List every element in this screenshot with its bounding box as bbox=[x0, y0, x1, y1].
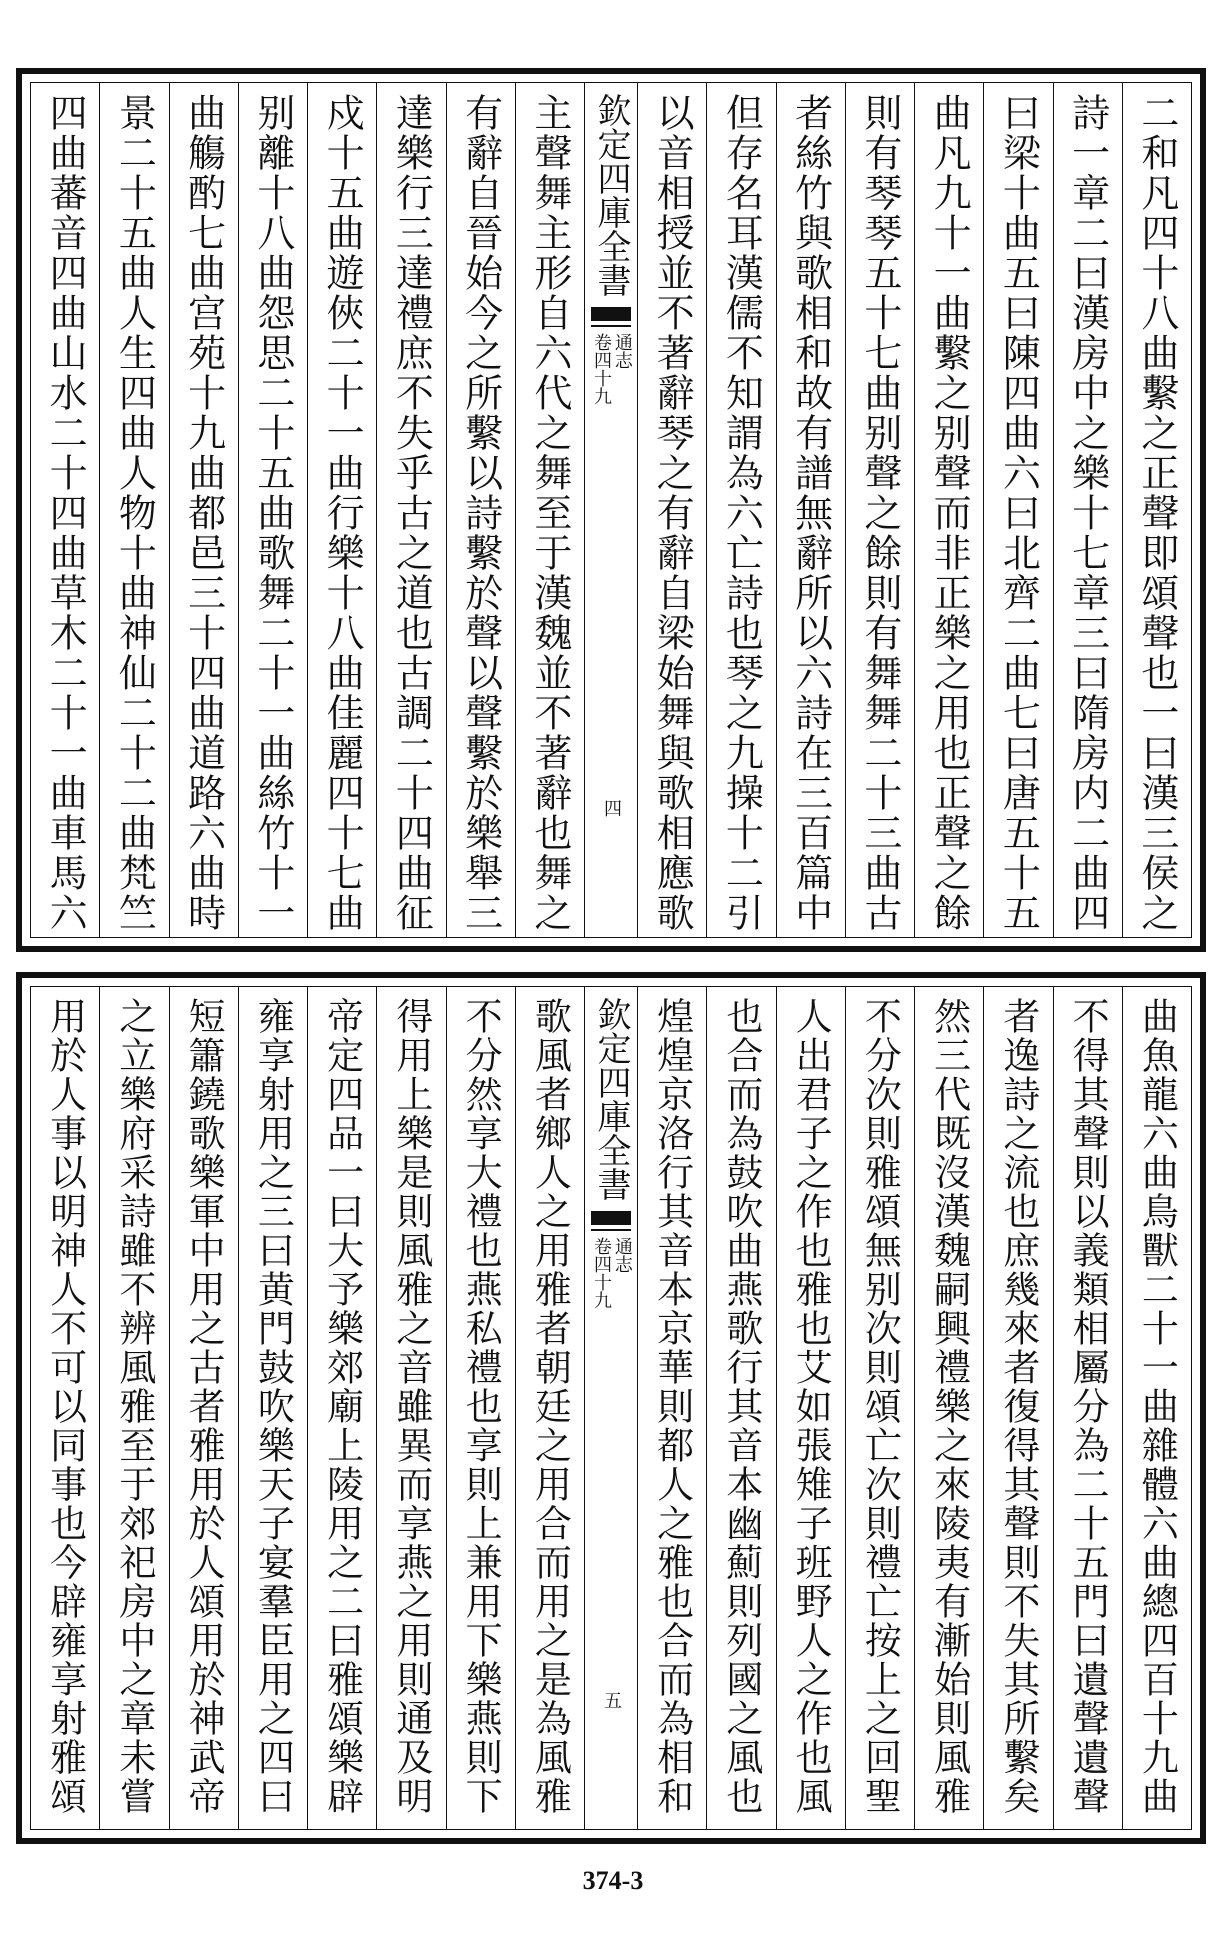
text-column: 有辭自晉始今之所繫以詩繫於聲以聲繫於樂舉三 bbox=[446, 83, 515, 937]
text-column: 不分然享大禮也燕私禮也享則上兼用下樂燕則下 bbox=[446, 987, 515, 1829]
volume-title: 通志 bbox=[611, 1237, 633, 1273]
book-title: 欽定四庫全書 bbox=[591, 93, 631, 297]
fish-tail-mark bbox=[591, 307, 631, 321]
volume-label bbox=[591, 333, 631, 405]
volume-title: 通志 bbox=[611, 333, 633, 369]
text-column: 以音相授並不著辭琴之有辭自梁始舞與歌相應歌 bbox=[637, 83, 706, 937]
text-column: 然三代既沒漢魏嗣興禮樂之來陵夷有漸始則風雅 bbox=[914, 987, 983, 1829]
top-page-panel bbox=[16, 68, 1206, 952]
text-column: 但存名耳漢儒不知謂為六亡詩也琴之九操十二引 bbox=[706, 83, 775, 937]
fish-tail-line bbox=[591, 1229, 631, 1231]
text-column: 得用上樂是則風雅之音雖異而享燕之用則通及明 bbox=[376, 987, 445, 1829]
text-column: 曲觴酌七曲宫苑十九曲都邑三十四曲道路六曲時 bbox=[169, 83, 238, 937]
volume-label bbox=[591, 1237, 631, 1309]
text-column: 人出君子之作也雅也艾如張雉子班野人之作也風 bbox=[776, 987, 845, 1829]
text-column: 也合而為鼓吹曲燕歌行其音本幽薊則列國之風也 bbox=[706, 987, 775, 1829]
text-column: 者逸詩之流也庶幾來者復得其聲則不失其所繫矣 bbox=[983, 987, 1052, 1829]
bottom-page-panel bbox=[16, 972, 1206, 1844]
text-column: 短簫鐃歌樂軍中用之古者雅用於人頌用於神武帝 bbox=[169, 987, 238, 1829]
text-column: 曰梁十曲五曰陳四曲六曰北齊二曲七曰唐五十五 bbox=[983, 83, 1052, 937]
page-number-footer: 374-3 bbox=[582, 1866, 644, 1895]
text-column: 曲凡九十一曲繫之别聲而非正樂之用也正聲之餘 bbox=[914, 83, 983, 937]
banxin-center-column bbox=[584, 987, 637, 1829]
fish-tail-mark bbox=[591, 1211, 631, 1225]
text-column: 戍十五曲遊俠二十一曲行樂十八曲佳麗四十七曲 bbox=[307, 83, 376, 937]
text-column: 曲魚龍六曲鳥獸二十一曲雜體六曲總四百十九曲 bbox=[1122, 987, 1191, 1829]
text-column: 達樂行三達禮庶不失乎古之道也古調二十四曲征 bbox=[376, 83, 445, 937]
text-column: 則有琴琴五十七曲别聲之餘則有舞舞二十三曲古 bbox=[845, 83, 914, 937]
bottom-text-frame bbox=[30, 986, 1192, 1830]
text-column: 别離十八曲怨思二十五曲歌舞二十一曲絲竹十一 bbox=[238, 83, 307, 937]
text-column: 四曲蕃音四曲山水二十四曲草木二十一曲車馬六 bbox=[43, 93, 88, 933]
text-column: 帝定四品一曰大予樂郊廟上陵用之二曰雅頌樂辟 bbox=[307, 987, 376, 1829]
text-column: 用於人事以明神人不可以同事也今辟雍享射雅頌 bbox=[43, 997, 87, 1816]
volume-number: 卷四十九 bbox=[591, 1237, 612, 1309]
top-text-frame bbox=[30, 82, 1192, 938]
volume-number: 卷四十九 bbox=[591, 333, 612, 405]
leaf-number: 四 bbox=[601, 799, 622, 817]
text-column: 之立樂府采詩雖不辨風雅至于郊祀房中之章未嘗 bbox=[99, 987, 168, 1829]
banxin-center-column bbox=[584, 83, 637, 937]
text-column: 者絲竹與歌相和故有譜無辭所以六詩在三百篇中 bbox=[776, 83, 845, 937]
text-column: 詩一章二曰漢房中之樂十七章三曰隋房内二曲四 bbox=[1053, 83, 1122, 937]
text-column: 雍享射用之三曰黄門鼓吹樂天子宴羣臣用之四曰 bbox=[238, 987, 307, 1829]
text-column: 煌煌京洛行其音本京華則都人之雅也合而為相和 bbox=[637, 987, 706, 1829]
book-title: 欽定四庫全書 bbox=[591, 997, 631, 1201]
leaf-number: 五 bbox=[601, 1691, 622, 1709]
text-column: 二和凡四十八曲繫之正聲即頌聲也一曰漢三侯之 bbox=[1122, 83, 1191, 937]
text-column: 不分次則雅頌無别次則頌亡次則禮亡按上之回聖 bbox=[845, 987, 914, 1829]
text-column: 景二十五曲人生四曲人物十曲神仙二十二曲梵竺 bbox=[99, 83, 168, 937]
text-column: 歌風者鄉人之用雅者朝廷之用合而用之是為風雅 bbox=[515, 987, 584, 1829]
text-column: 不得其聲則以義類相屬分為二十五門曰遺聲遺聲 bbox=[1053, 987, 1122, 1829]
fish-tail-line bbox=[591, 325, 631, 327]
text-column: 主聲舞主形自六代之舞至于漢魏並不著辭也舞之 bbox=[515, 83, 584, 937]
